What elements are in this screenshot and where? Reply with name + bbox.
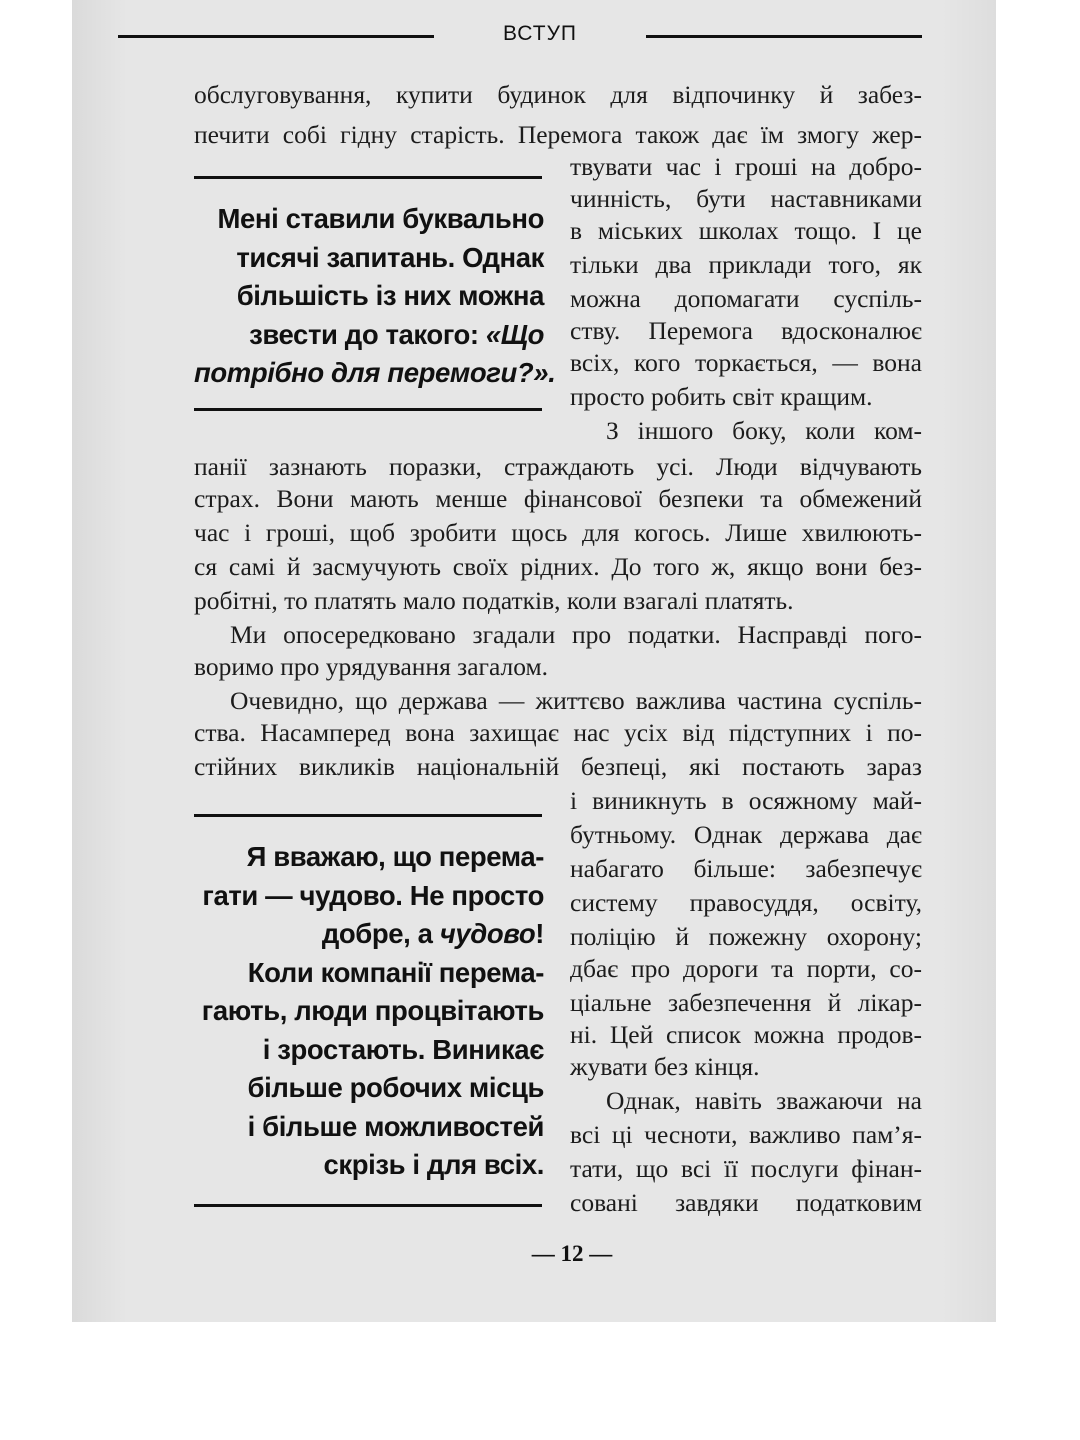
body-line: ні. Цей список можна продов- bbox=[570, 1020, 922, 1049]
body-line: в міських школах тощо. І це bbox=[570, 216, 922, 245]
pullquote-line: добре, а чудово! bbox=[321, 918, 544, 949]
body-line: З іншого боку, коли ком- bbox=[606, 416, 922, 445]
body-line: Однак, навіть зважаючи на bbox=[606, 1086, 922, 1115]
body-line: всіх, кого торкається, — вона bbox=[570, 348, 922, 377]
header-rule-left bbox=[118, 35, 434, 38]
body-line: ціальне забезпечення й лікар- bbox=[570, 988, 922, 1017]
pullquote-line: гати — чудово. Не просто bbox=[202, 879, 544, 911]
pullquote bbox=[194, 200, 556, 393]
body-line: всі ці чесноти, важливо пам’я- bbox=[570, 1120, 922, 1149]
pullquote-line: і більше можливостей bbox=[247, 1110, 544, 1142]
pullquote-line: Я вважаю, що перема- bbox=[246, 841, 544, 872]
body-line: панії зазнають поразки, страждають усі. Люди відчувають bbox=[194, 452, 922, 481]
body-line: печити собі гідну старість. Перемога також дає їм змогу жер- bbox=[194, 120, 922, 149]
pullquote-line: Коли компанії перема- bbox=[247, 956, 544, 988]
body-line: час і гроші, щоб зробити щось для когось. Лише хвилюють- bbox=[194, 518, 922, 547]
header-rule-right bbox=[646, 35, 922, 38]
pullquote-line: тисячі запитань. Однак bbox=[236, 241, 544, 273]
body-line: бутньому. Однак держава дає bbox=[570, 820, 922, 849]
body-line: Ми опосередковано згадали про податки. Насправді пого- bbox=[230, 620, 922, 649]
body-line: чинність, бути наставниками bbox=[570, 184, 922, 213]
body-line: можна допомагати суспіль- bbox=[570, 284, 922, 313]
body-line: робітні, то платять мало податків, коли взагалі платять. bbox=[194, 586, 794, 615]
pullquote-rule-bottom bbox=[194, 408, 542, 411]
body-line: систему правосуддя, освіту, bbox=[570, 888, 922, 917]
body-line: дбає про дороги та порти, со- bbox=[570, 954, 922, 983]
body-line: Очевидно, що держава — життєво важлива частина суспіль- bbox=[230, 686, 922, 715]
body-line: обслуговування, купити будинок для відпочинку й забез- bbox=[194, 80, 922, 109]
body-line: тати, що всі її послуги фінан- bbox=[570, 1154, 922, 1183]
pullquote-line: звести до такого: «Що bbox=[249, 318, 544, 350]
pullquote-line: і зростають. Виникає bbox=[262, 1033, 544, 1065]
pullquote-rule-top bbox=[194, 814, 542, 817]
pullquote-line: потрібно для перемоги?». bbox=[194, 357, 556, 388]
pullquote-line: більшість із них можна bbox=[236, 280, 544, 311]
body-line: поліцію й пожежну охорону; bbox=[570, 922, 922, 951]
running-header bbox=[118, 22, 922, 50]
body-line: тільки два приклади того, як bbox=[570, 250, 922, 279]
body-line: жувати без кінця. bbox=[570, 1052, 760, 1081]
body-line: воримо про урядування загалом. bbox=[194, 652, 549, 681]
body-line: совані завдяки податковим bbox=[570, 1188, 922, 1217]
pullquote bbox=[194, 838, 544, 1185]
body-line: набагато більше: забезпечує bbox=[570, 854, 922, 883]
pullquote-line: скрізь і для всіх. bbox=[323, 1149, 544, 1180]
body-line: просто робить світ кращим. bbox=[570, 382, 873, 411]
page-number: — 12 — bbox=[531, 1241, 613, 1266]
pullquote-line: Мені ставили буквально bbox=[217, 203, 544, 234]
pullquote-rule-top bbox=[194, 176, 542, 179]
chapter-title: ВСТУП bbox=[502, 22, 578, 45]
pullquote-rule-bottom bbox=[194, 1204, 542, 1207]
body-line: твувати час і гроші на добро- bbox=[570, 152, 922, 181]
pullquote-line: гають, люди процвітають bbox=[201, 995, 544, 1026]
body-line: страх. Вони мають менше фінансової безпеки та обмежений bbox=[194, 484, 922, 513]
body-line: ства. Насамперед вона захищає нас усіх від підступних і по- bbox=[194, 718, 922, 747]
pullquote-line: більше робочих місць bbox=[247, 1072, 544, 1103]
body-line: ся самі й засмучують своїх рідних. До того ж, якщо вони без- bbox=[194, 552, 922, 581]
body-line: і виникнуть в осяжному май- bbox=[570, 786, 922, 815]
body-line: ству. Перемога вдосконалює bbox=[570, 316, 922, 345]
body-line: стійних викликів національній безпеці, які постають зараз bbox=[194, 752, 922, 781]
